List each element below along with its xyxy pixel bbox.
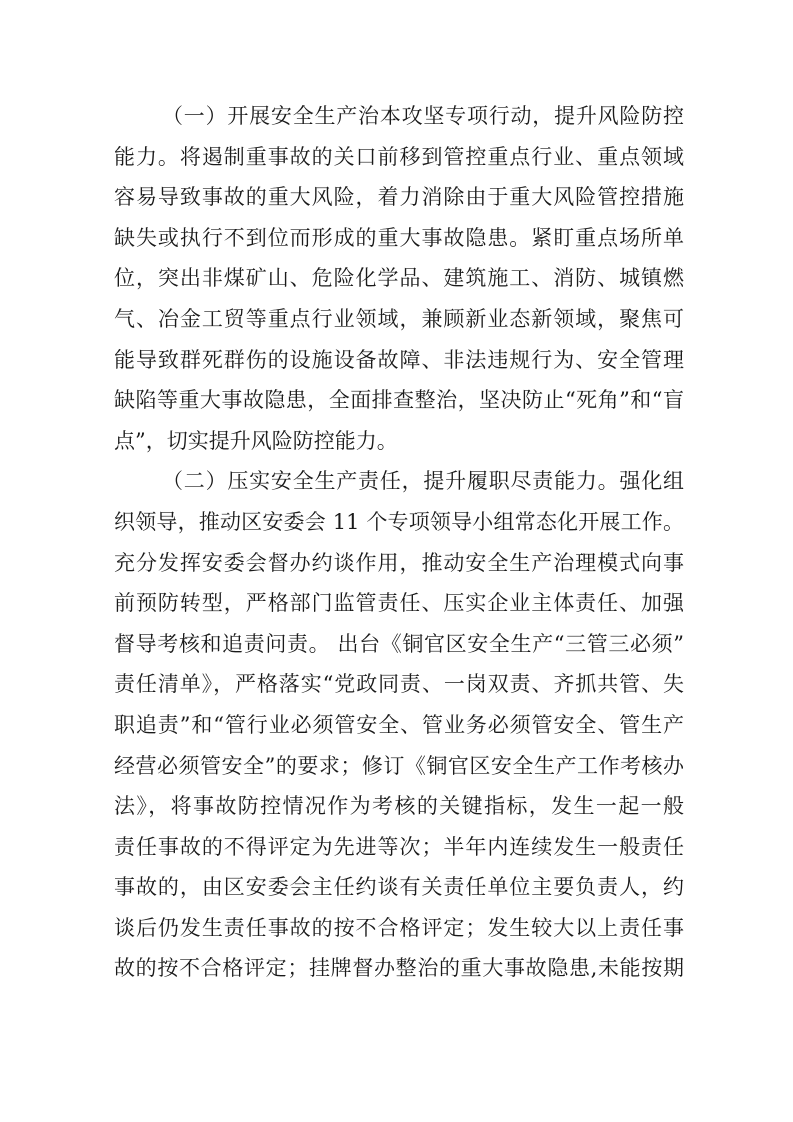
text-line: 法》，将事故防控情况作为考核的关键指标，发生一起一般 — [114, 794, 684, 819]
text-line: 事故的，由区安委会主任约谈有关责任单位主要负责人，约 — [114, 875, 684, 900]
text-line: 气、冶金工贸等重点行业领域，兼顾新业态新领域，聚焦可 — [114, 306, 684, 331]
text-line: 充分发挥安委会督办约谈作用，推动安全生产治理模式向事 — [114, 550, 684, 575]
text-line: 责任事故的不得评定为先进等次；半年内连续发生一般责任 — [114, 834, 684, 859]
text-line: 缺陷等重大事故隐患，全面排查整治，坚决防止“死角”和“盲 — [114, 388, 684, 413]
text-line: 缺失或执行不到位而形成的重大事故隐患。紧盯重点场所单 — [114, 225, 684, 250]
text-line: 能导致群死群伤的设施设备故障、非法违规行为、安全管理 — [114, 347, 684, 372]
paragraph-2 — [114, 461, 684, 989]
document-body — [114, 96, 684, 989]
text-line: 织领导，推动区安委会 11 个专项领导小组常态化开展工作。 — [114, 509, 684, 534]
text-line: 点”，切实提升风险防控能力。 — [114, 428, 398, 453]
text-line: 责任清单》，严格落实“党政同责、一岗双责、齐抓共管、失 — [114, 672, 684, 697]
text-line: 经营必须管安全”的要求；修订《铜官区安全生产工作考核办 — [114, 753, 684, 778]
text-line: （一）开展安全生产治本攻坚专项行动，提升风险防控 — [162, 104, 684, 128]
text-line: 督导考核和追责问责。 出台《铜官区安全生产“三管三必须” — [114, 631, 684, 656]
text-line: 前预防转型，严格部门监管责任、压实企业主体责任、加强 — [114, 591, 684, 616]
text-line: 位，突出非煤矿山、危险化学品、建筑施工、消防、城镇燃 — [114, 266, 684, 291]
text-line: 职追责”和“管行业必须管安全、管业务必须管安全、管生产 — [114, 712, 684, 737]
paragraph-1 — [114, 96, 684, 461]
text-line: 容易导致事故的重大风险，着力消除由于重大风险管控措施 — [114, 185, 684, 210]
text-line: 能力。将遏制重事故的关口前移到管控重点行业、重点领域 — [114, 144, 684, 169]
text-line: 谈后仍发生责任事故的按不合格评定；发生较大以上责任事 — [114, 915, 684, 940]
text-line: （二）压实安全生产责任，提升履职尽责能力。强化组 — [162, 469, 684, 494]
text-line: 故的按不合格评定；挂牌督办整治的重大事故隐患,未能按期 — [114, 956, 684, 981]
